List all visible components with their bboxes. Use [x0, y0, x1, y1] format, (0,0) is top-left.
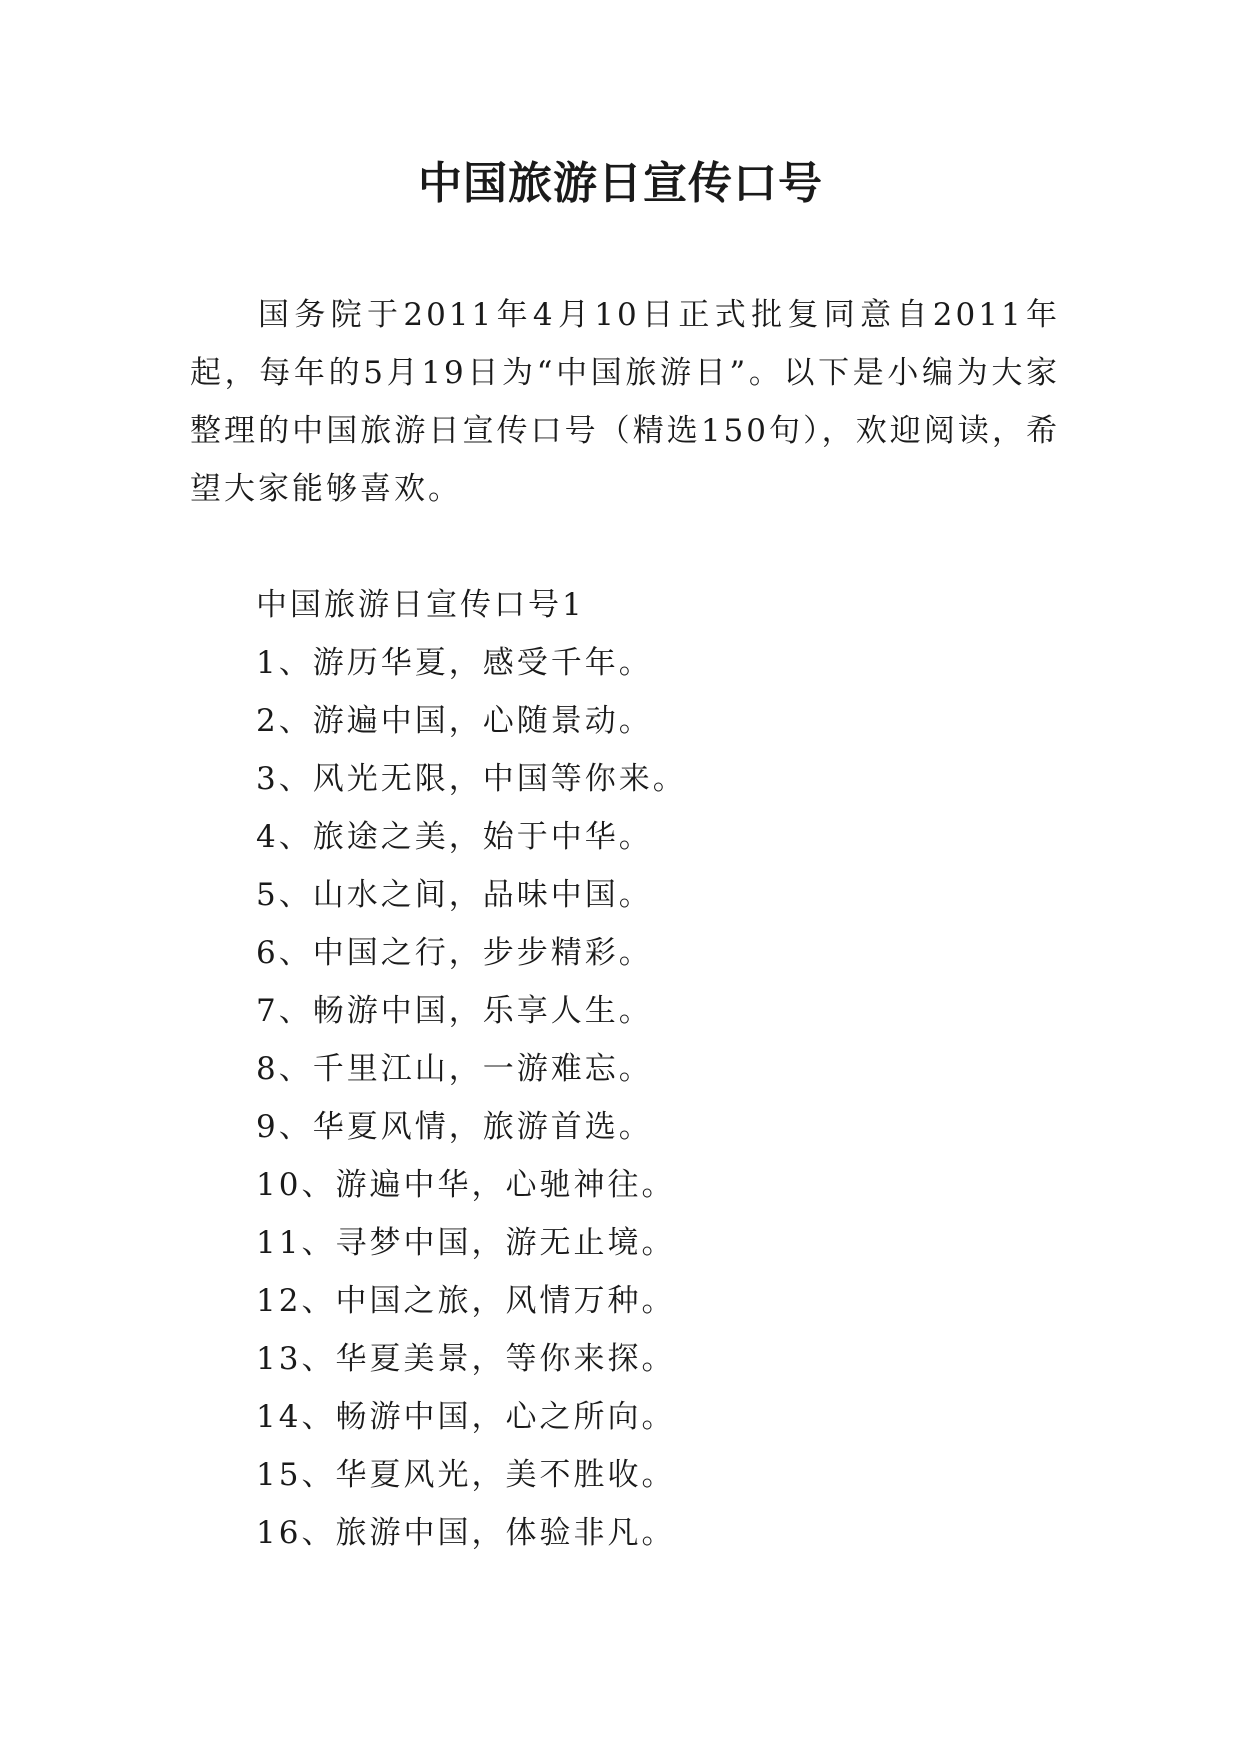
slogan-item: 7、畅游中国，乐享人生。: [256, 993, 653, 1029]
slogan-item: 2、游遍中国，心随景动。: [256, 703, 653, 739]
document-title: 中国旅游日宣传口号: [418, 158, 823, 209]
slogan-section: [256, 576, 1056, 1562]
slogan-list: [256, 634, 1056, 1562]
slogan-item: 3、风光无限，中国等你来。: [256, 761, 687, 797]
intro-paragraph: 国务院于2011年4月10日正式批复同意自2011年起，每年的5月19日为“中国旅游日”。以下是小编为大家整理的中国旅游日宣传口号（精选150句），欢迎阅读，希望大家能够喜欢。: [190, 297, 1060, 507]
slogan-item: 15、华夏风光，美不胜收。: [256, 1457, 676, 1493]
section-heading: 中国旅游日宣传口号1: [256, 587, 585, 623]
slogan-item: 8、千里江山，一游难忘。: [256, 1051, 653, 1087]
slogan-item: 5、山水之间，品味中国。: [256, 877, 653, 913]
slogan-item: 12、中国之旅，风情万种。: [256, 1283, 676, 1319]
slogan-item: 14、畅游中国，心之所向。: [256, 1399, 676, 1435]
slogan-item: 10、游遍中华，心驰神往。: [256, 1167, 676, 1203]
slogan-item: 6、中国之行，步步精彩。: [256, 935, 653, 971]
slogan-item: 11、寻梦中国，游无止境。: [256, 1225, 676, 1261]
slogan-item: 9、华夏风情，旅游首选。: [256, 1109, 653, 1145]
slogan-item: 4、旅途之美，始于中华。: [256, 819, 653, 855]
slogan-item: 1、游历华夏，感受千年。: [256, 645, 653, 681]
slogan-item: 16、旅游中国，体验非凡。: [256, 1515, 676, 1551]
slogan-item: 13、华夏美景，等你来探。: [256, 1341, 676, 1377]
